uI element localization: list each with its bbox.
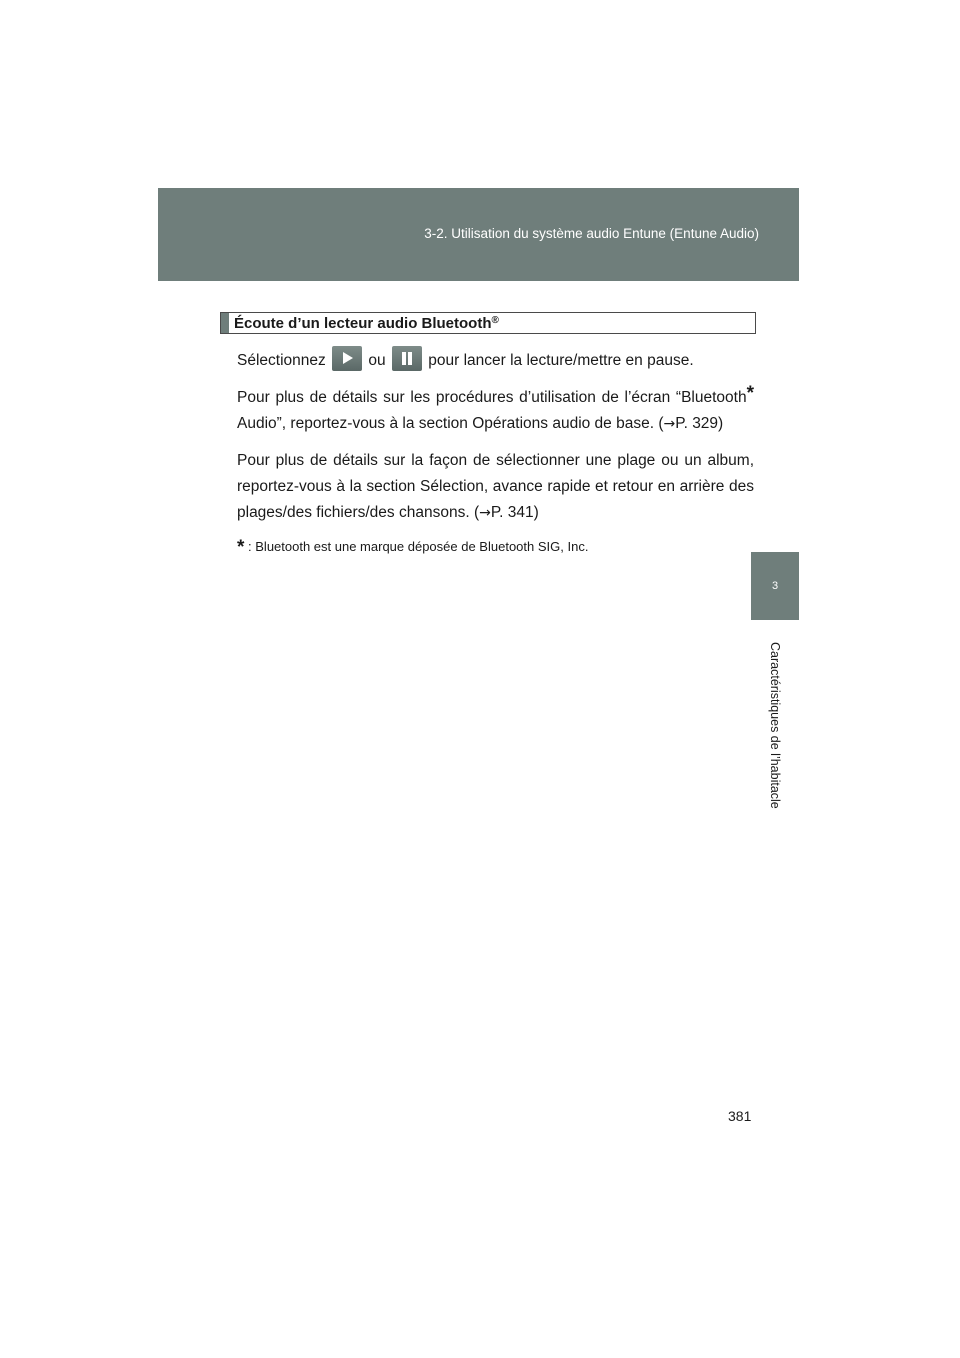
chapter-tab-title: Caractéristiques de l’habitacle (768, 641, 782, 809)
text-bluetooth-part1: Pour plus de détails sur les procédures d’utilisation de l’écran “Bluetooth (237, 389, 747, 406)
paragraph-track-selection (237, 448, 754, 526)
body-content (237, 346, 754, 568)
section-heading-title (229, 315, 499, 332)
paragraph-play-pause (237, 346, 754, 374)
arrow-right-icon: → (479, 505, 491, 521)
footnote-asterisk: * (237, 537, 245, 558)
text-or: ou (368, 352, 386, 369)
registered-mark: ® (491, 314, 499, 326)
play-icon (332, 346, 362, 371)
arrow-right-icon: → (663, 416, 676, 432)
heading-text: Écoute d’un lecteur audio Bluetooth (234, 314, 492, 332)
asterisk-mark: * (746, 383, 754, 404)
header-band (158, 188, 799, 281)
pause-icon (392, 346, 422, 371)
paragraph-bluetooth-audio (237, 385, 754, 437)
page-reference-link[interactable]: P. 329) (675, 415, 724, 432)
text-bluetooth-part2: Audio”, reportez-vous à la section Opérations audio de base. ( (237, 415, 664, 432)
heading-accent-bar (221, 313, 229, 333)
text-track-selection: Pour plus de détails sur la façon de sélectionner une plage ou un album, reportez-vous à la section Sélection, avance rapide et retour en arrière des plages/des fichiers/des chansons. ( (237, 452, 754, 521)
footnote (237, 537, 754, 557)
chapter-tab-label (751, 620, 799, 830)
page-number: 381 (728, 1108, 752, 1124)
section-heading (220, 312, 756, 334)
footnote-text: : Bluetooth est une marque déposée de Bluetooth SIG, Inc. (248, 539, 589, 554)
page-reference-link[interactable]: P. 341) (490, 504, 539, 521)
chapter-tab-number: 3 (751, 552, 799, 620)
text-play-pause: pour lancer la lecture/mettre en pause. (428, 352, 694, 369)
header-section-title: 3-2. Utilisation du système audio Entune (Entune Audio) (424, 226, 759, 241)
text-select: Sélectionnez (237, 352, 326, 369)
